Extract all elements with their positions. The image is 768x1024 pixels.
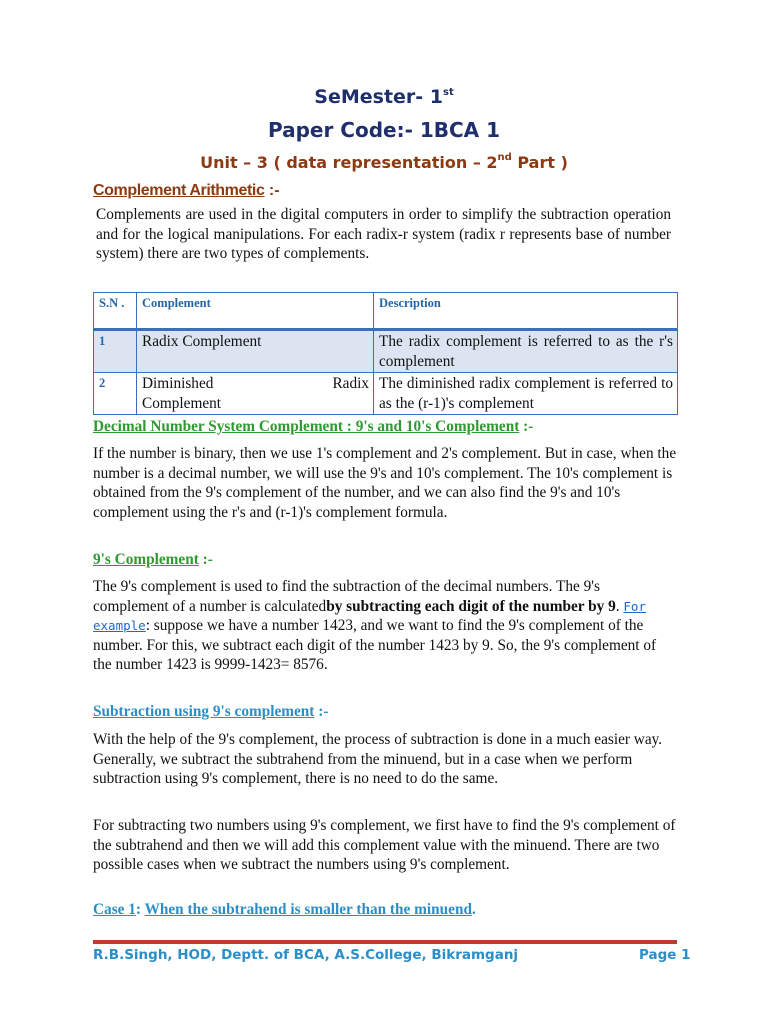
cell-description: The diminished radix complement is referred to as the (r-1)'s complement [374,373,678,415]
unit-heading: Unit – 3 ( data representation – 2nd Part ) [200,152,568,172]
intro-paragraph: Complements are used in the digital computers in order to simplify the subtraction operation and for the logical manipulations. For each radix-r system (radix r represents base of number system) there are two types of complements. [96,206,671,263]
cell-sn: 1 [94,330,137,373]
paper-code-heading: Paper Code:- 1BCA 1 [267,118,501,142]
cell-complement: Diminished Radix Complement [137,373,374,415]
table-header-row [94,293,678,330]
footer-page-number: Page 1 [639,947,691,963]
decimal-complement-heading: Decimal Number System Complement : 9's and 10's Complement :- [93,418,534,435]
example-label: For example [93,598,646,634]
header-complement: Complement [137,293,374,330]
subtraction-paragraph-2: For subtracting two numbers using 9's complement, we first have to find the 9's complement of the subtrahend and then we will add this complement value with the minuend. There are two possible cases when we subtract the numbers using 9's complement. [93,817,676,874]
semester-heading: SeMester- 1st [314,86,454,108]
decimal-paragraph: If the number is binary, then we use 1's complement and 2's complement. But in case, when the number is a decimal number, we will use the 9's and 10's complement. The 10's complement is obtained from the 9's complement of the number, and we can also find the 9's and 10's complement using the r's and (r-1)'s complement formula. [93,445,677,521]
nines-complement-heading: 9's Complement :- [93,551,213,568]
complement-arithmetic-heading: Complement Arithmetic :- [93,182,280,199]
case-1-heading: Case 1: When the subtrahend is smaller than the minuend. [93,901,476,918]
nines-paragraph: The 9's complement is used to find the subtraction of the decimal numbers. The 9's complement of a number is calculatedby subtracting each digit of the number by 9. For example: suppose we have a number 1423, and we want to find the 9's complement of the number. For this, we subtract each digit of the number 1423 by 9. So, the 9's complement of the number 1423 is 9999-1423= 8576. [93,578,657,674]
cell-complement: Radix Complement [137,330,374,373]
subtraction-heading: Subtraction using 9's complement :- [93,703,329,720]
cell-description: The radix complement is referred to as the r's complement [374,330,678,373]
cell-sn: 2 [94,373,137,415]
table-row [94,373,678,415]
footer-author: R.B.Singh, HOD, Deptt. of BCA, A.S.College, Bikramganj [93,947,519,963]
subtraction-paragraph-1: With the help of the 9's complement, the process of subtraction is done in a much easier way. Generally, we subtract the subtrahend from the minuend, but in a case when we perform subtraction using 9's complement, there is no need to do the same. [93,731,663,788]
footer-rule [93,940,677,944]
table-row [94,330,678,373]
header-description: Description [374,293,678,330]
header-sn: S.N . [94,293,137,330]
complement-table [93,292,678,415]
